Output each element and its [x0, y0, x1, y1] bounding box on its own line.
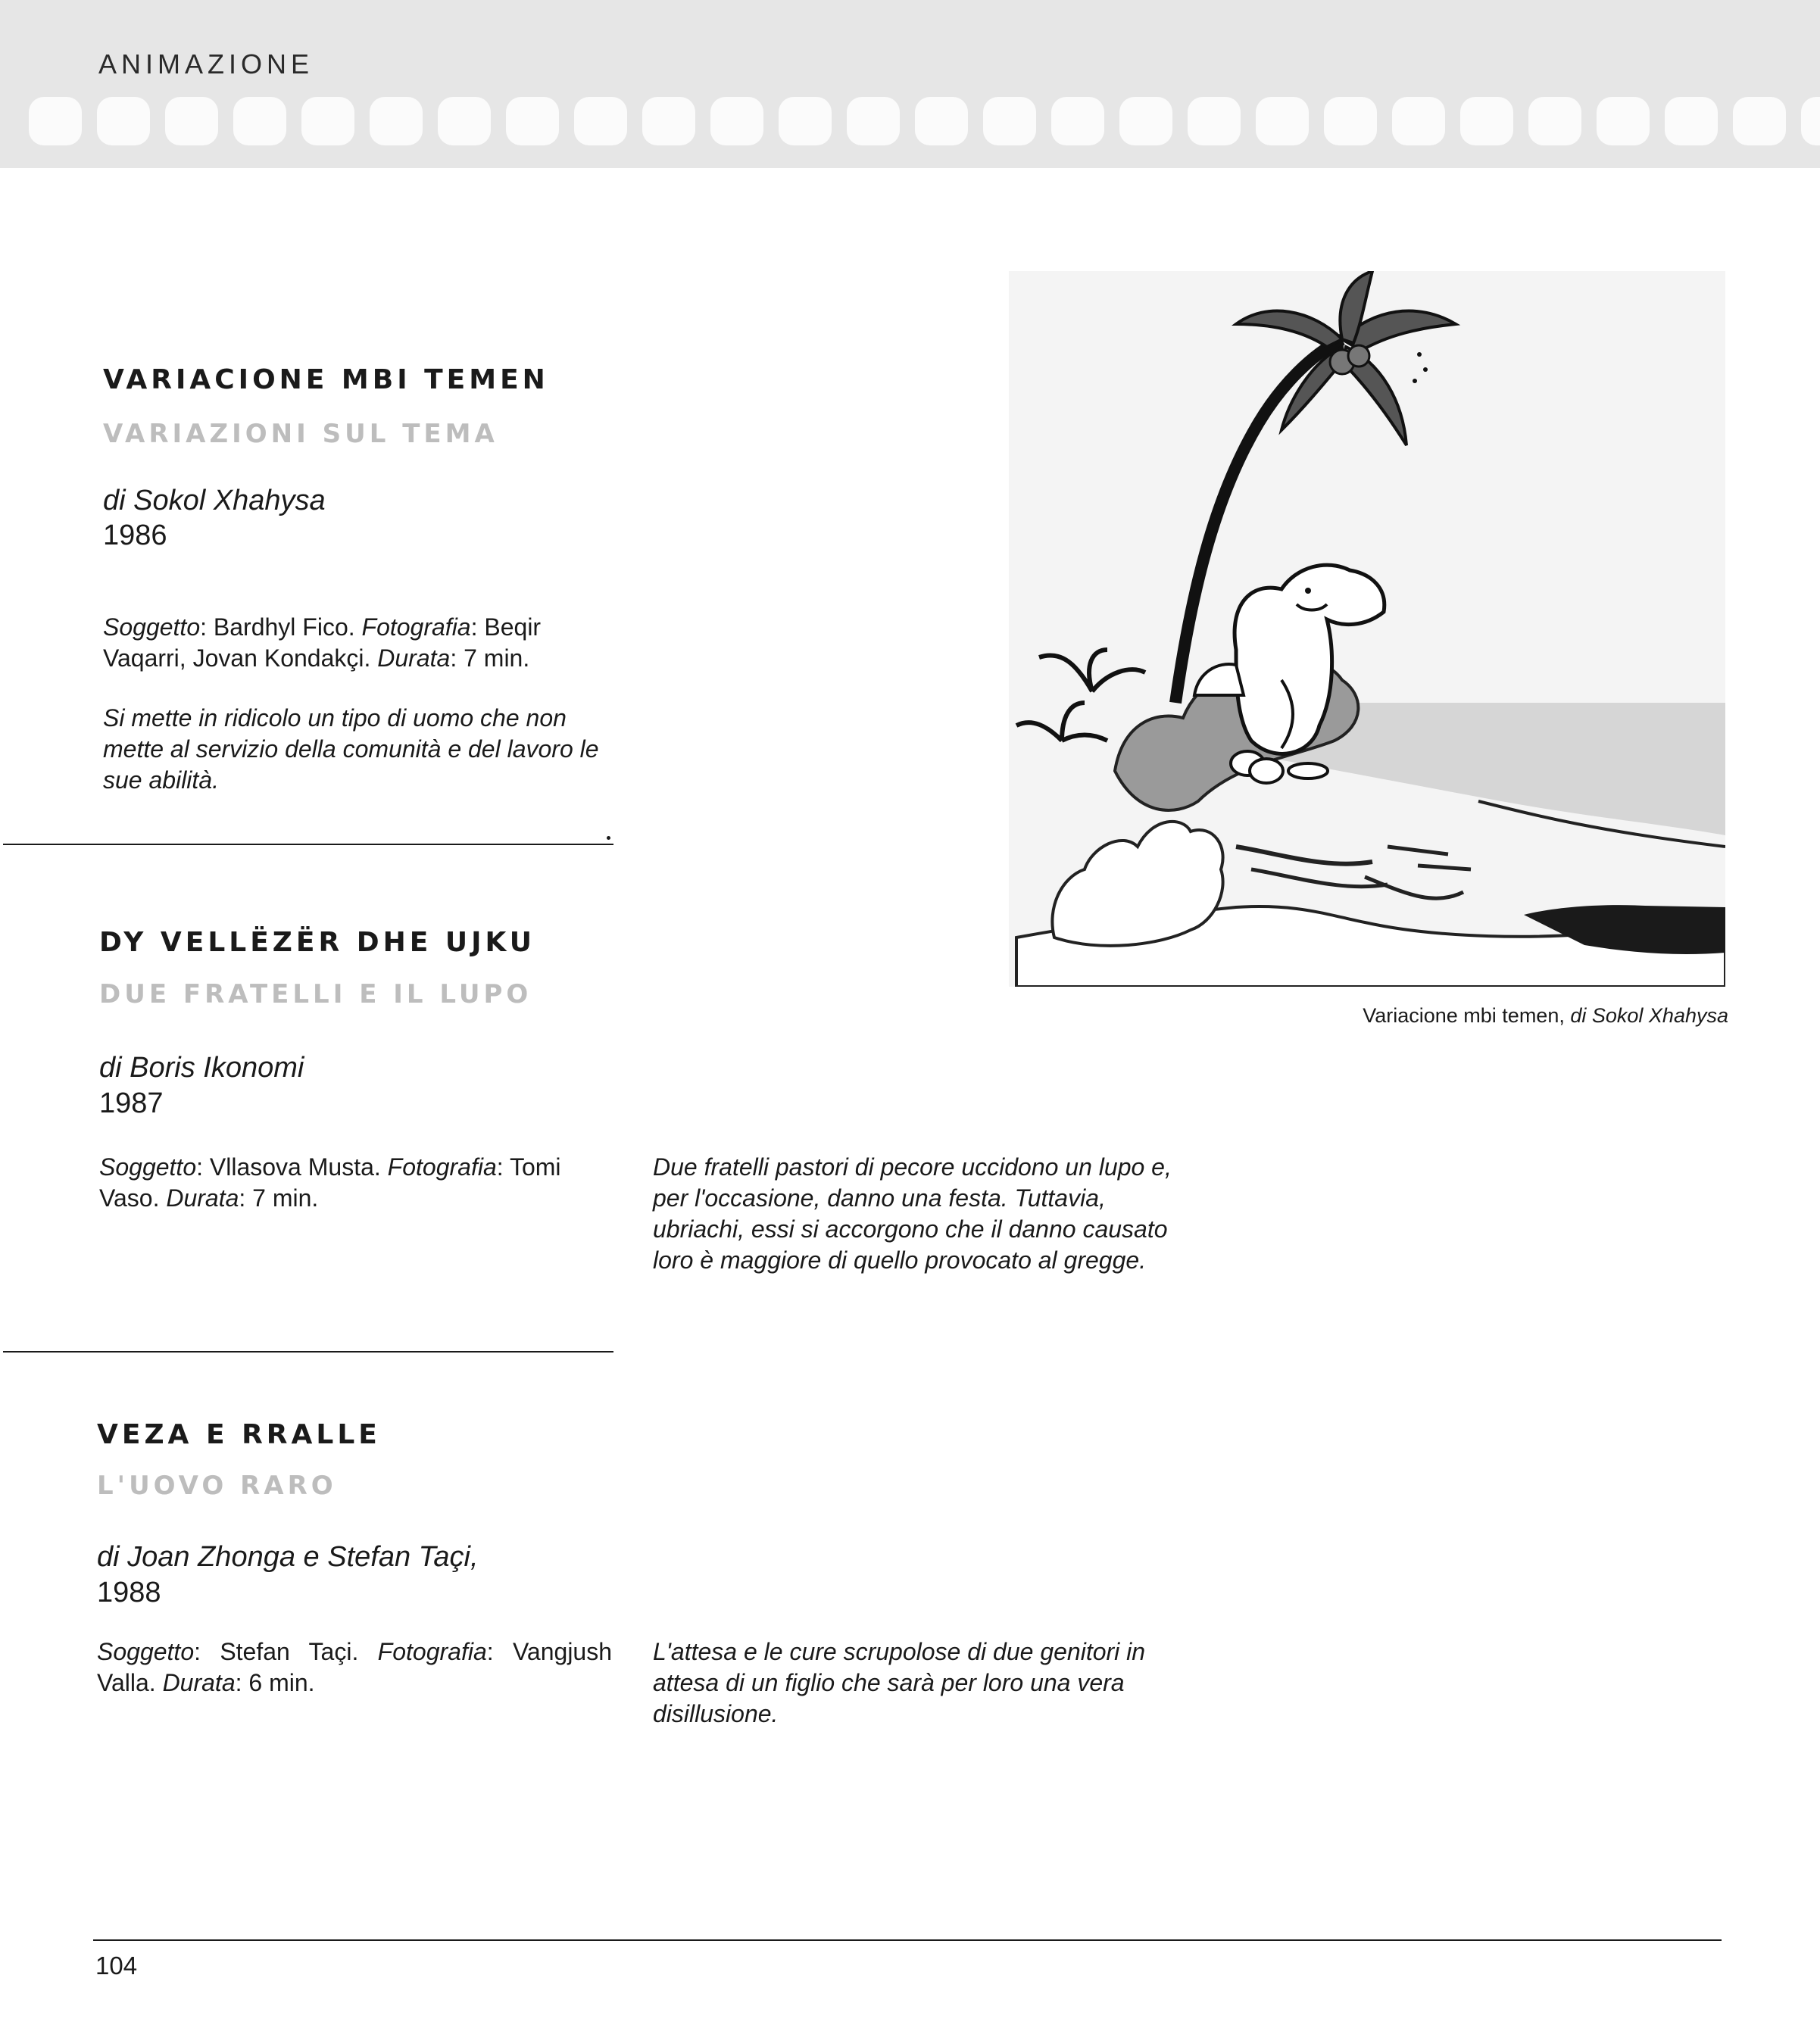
film-perforation [29, 97, 82, 145]
film-perforation [301, 97, 354, 145]
entry-3-synopsis: L'attesa e le cure scrupolose di due genitori in attesa di un figlio che sarà per loro una vera disillusione. [653, 1638, 1146, 1727]
island-palm-figure-drawing [1009, 271, 1725, 987]
footer-rule [93, 1939, 1722, 1941]
entry-3-author: di Joan Zhonga e Stefan Taçi, [97, 1541, 479, 1573]
film-perforation [915, 97, 968, 145]
divider-2 [3, 1351, 613, 1353]
film-perforation [1460, 97, 1513, 145]
entry-2-synopsis: Due fratelli pastori di pecore uccidono un lupo e, per l'occasione, danno una festa. Tuttavia, ubriachi, essi si accorgono che il danno causato loro è maggiore di quello provocato al gregge. [653, 1153, 1172, 1274]
film-perforation [1392, 97, 1445, 145]
entry-1-year: 1986 [103, 519, 167, 551]
film-perforation [574, 97, 627, 145]
film-perforation [710, 97, 763, 145]
cartoon-illustration [1009, 271, 1725, 987]
header-band [0, 0, 1820, 168]
film-perforation [983, 97, 1036, 145]
entry-2-title-albanian: DY VELLËZËR DHE UJKU [99, 927, 535, 958]
figure-caption [1363, 1004, 1728, 1028]
film-perforation [370, 97, 423, 145]
film-perforation [1051, 97, 1104, 145]
entry-3-title-albanian: VEZA E RRALLE [97, 1419, 381, 1450]
film-perforation [438, 97, 491, 145]
film-perforation [1256, 97, 1309, 145]
film-perforation [97, 97, 150, 145]
film-perforation [1188, 97, 1241, 145]
film-perforation [1665, 97, 1718, 145]
film-perforations [0, 97, 1820, 145]
film-perforation [506, 97, 559, 145]
entry-3-title-italian: L'UOVO RARO [97, 1471, 337, 1501]
entry-1-author: di Sokol Xhahysa [103, 485, 326, 516]
entry-3-credits: Soggetto: Stefan Taçi. Fotografia: Vangjush Valla. Durata: 6 min. [97, 1638, 613, 1696]
section-label: ANIMAZIONE [98, 48, 314, 80]
page-number: 104 [95, 1952, 138, 1980]
film-perforation [165, 97, 218, 145]
film-perforation [642, 97, 695, 145]
film-perforation [1597, 97, 1650, 145]
film-perforation [779, 97, 832, 145]
divider-1 [3, 844, 613, 845]
entry-2-title-italian: DUE FRATELLI E IL LUPO [99, 979, 532, 1009]
film-perforation [233, 97, 286, 145]
film-perforation [1733, 97, 1786, 145]
entry-2-year: 1987 [99, 1087, 164, 1119]
entry-1-credits: Soggetto: Bardhyl Fico. Fotografia: Beqir Vaqarri, Jovan Kondakçi. Durata: 7 min. [103, 613, 542, 672]
entry-2-author: di Boris Ikonomi [99, 1052, 304, 1084]
entry-1-title-italian: VARIAZIONI SUL TEMA [103, 419, 498, 449]
caption-title: Variacione mbi temen, [1363, 1004, 1565, 1027]
caption-author: di Sokol Xhahysa [1570, 1004, 1728, 1027]
film-perforation [1801, 97, 1820, 145]
entry-1-title-albanian: VARIACIONE MBI TEMEN [103, 364, 549, 395]
divider-dot [607, 836, 610, 840]
entry-3-year: 1988 [97, 1577, 161, 1608]
film-perforation [847, 97, 900, 145]
film-perforation [1119, 97, 1172, 145]
entry-2-credits: Soggetto: Vllasova Musta. Fotografia: Tomi Vaso. Durata: 7 min. [99, 1153, 561, 1212]
film-perforation [1528, 97, 1581, 145]
entry-1-synopsis: Si mette in ridicolo un tipo di uomo che non mette al servizio della comunità e del lavoro le sue abilità. [103, 704, 599, 794]
film-perforation [1324, 97, 1377, 145]
